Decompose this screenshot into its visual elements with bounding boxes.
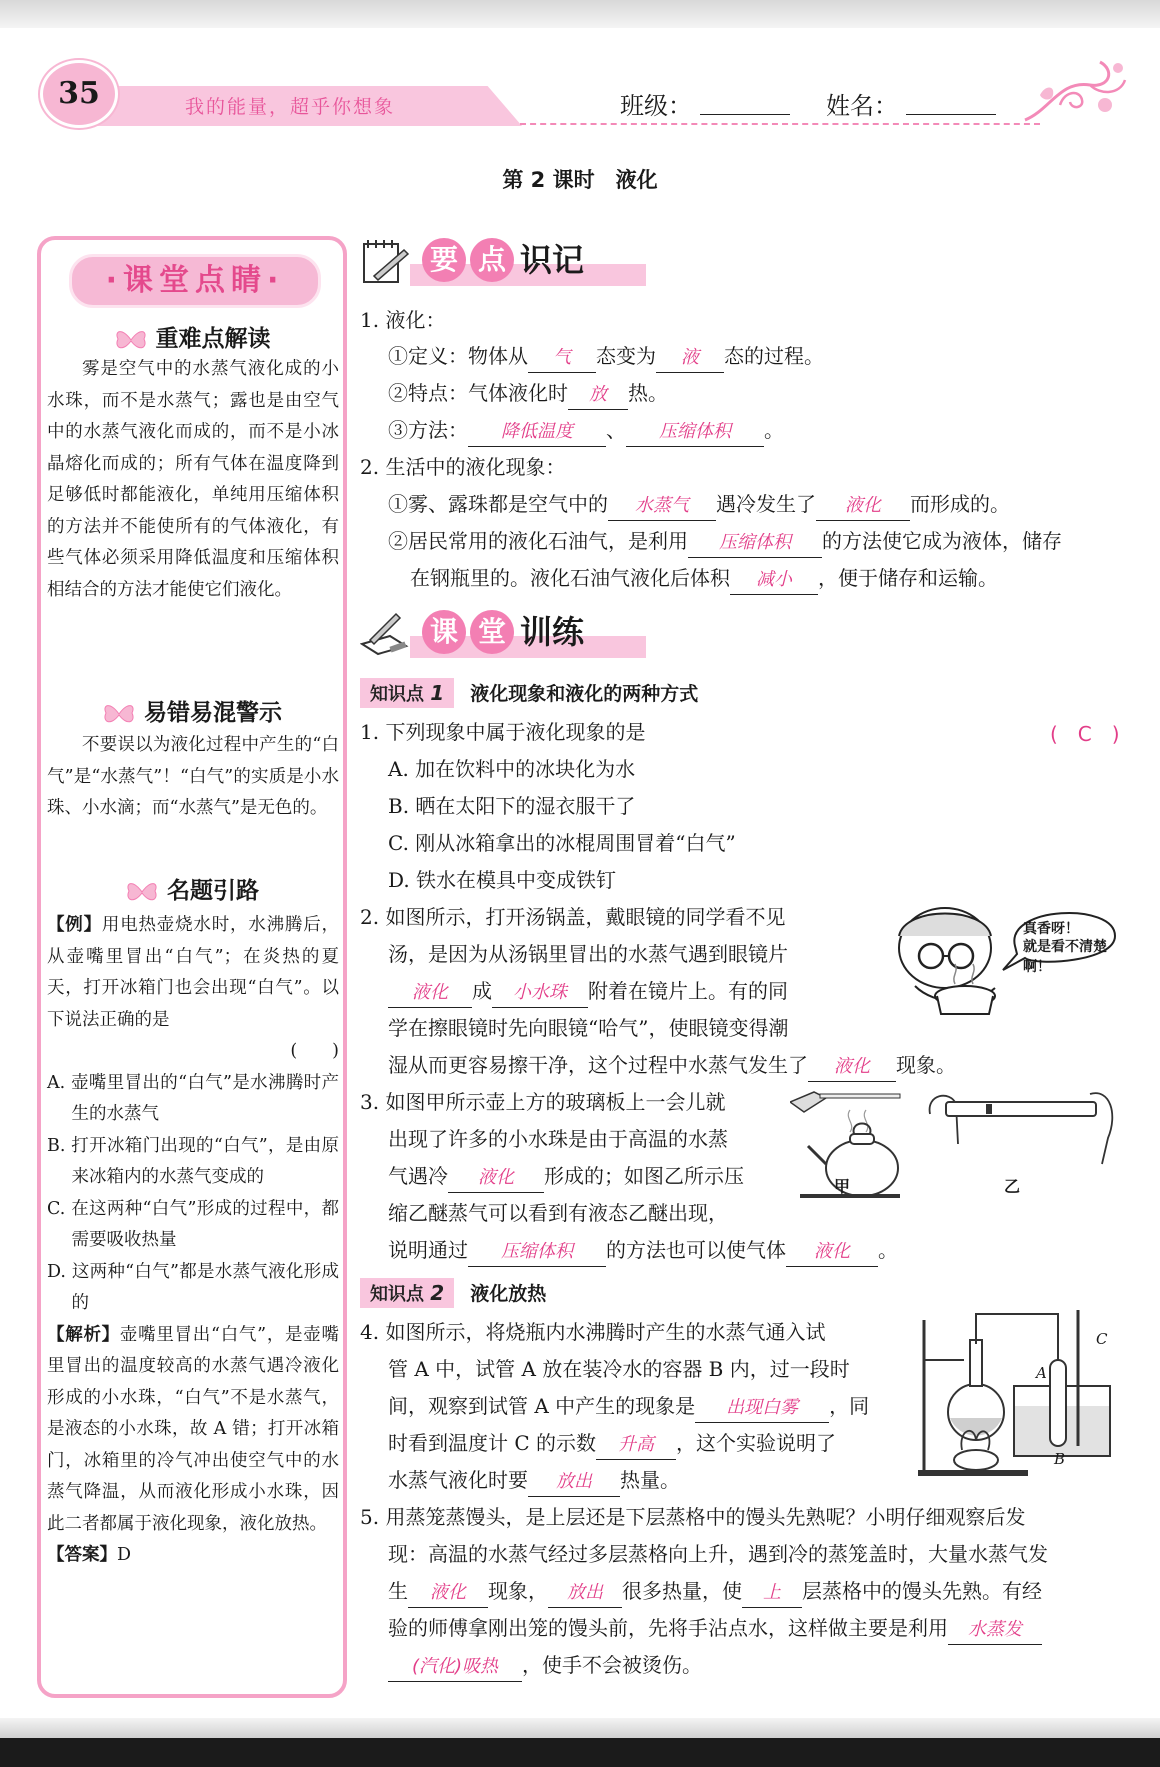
speech-bubble-line2: 就是看不清楚啊！ [1023,939,1107,975]
s1-q1a: ①定义：物体从 气 态变为 液 态的过程。 [388,342,824,373]
class-field-line [700,114,790,115]
butterfly-icon [114,327,148,353]
header-circle-char: 堂 [470,610,514,654]
s2-q4-line: 管 A 中，试管 A 放在装冷水的容器 B 内，过一段时 [388,1357,850,1381]
answer-blank: 出现白雾 [695,1394,829,1423]
answer-tag: 【答案】 [47,1545,117,1565]
answer-blank: 放出 [528,1468,620,1497]
answer-blank: 水蒸气 [608,492,716,521]
butterfly-icon [125,879,159,905]
name-label: 姓名： [826,92,898,120]
s2-q1-option: A. 加在饮料中的冰块化为水 [388,757,636,781]
answer-blank: 液化 [786,1238,878,1267]
s2-q2-line: 湿从而更容易擦干净，这个过程中水蒸气发生了 液化 现象。 [388,1051,956,1082]
header-circle-char: 课 [422,610,466,654]
answer-blank: (汽化)吸热 [388,1653,522,1682]
s2-q1-option: B. 晒在太阳下的湿衣服干了 [388,794,636,818]
s1-q1b: ②特点：气体液化时 放 热。 [388,379,668,410]
s2-q2-line: 学在擦眼镜时先向眼镜“哈气”，使眼镜变得潮 [388,1016,789,1040]
s2-q5-line: 验的师傅拿刚出笼的馒头前，先将手沾点水，这样做主要是利用 水蒸发 [388,1614,1042,1645]
answer-blank: 升高 [596,1431,676,1460]
boiling-flask-apparatus-illustration [918,1300,1118,1482]
warnings-text: 不要误以为液化过程中产生的“白气”是“水蒸气”！“白气”的实质是小水珠、小水滴；而“水蒸气”是无色的。 [47,735,339,818]
s2-q2-line: 汤，是因为从汤锅里冒出的水蒸气遇到眼镜片 [388,942,788,966]
kettle-and-syringe-figure [790,1084,1120,1208]
apparatus-label-B: B [1054,1450,1066,1468]
s1-q2a: ①雾、露珠都是空气中的 水蒸气 遇冷发生了 液化 而形成的。 [388,490,1010,521]
sidebar-section-heading [41,320,343,353]
answer-blank: 放 [568,381,628,410]
section-header-key-memory [360,236,660,288]
answer-blank: 液化 [808,1053,896,1082]
example-option: C. 在这两种“白气”形成的过程中，都需要吸收热量 [47,1198,339,1250]
lesson-title: 第 2 课时 液化 [502,168,658,192]
analysis-tag: 【解析】 [47,1324,120,1345]
s2-q4-line: 4. 如图所示，将烧瓶内水沸腾时产生的水蒸气通入试 [360,1320,826,1344]
s2-q1-option: C. 刚从冰箱拿出的冰棍周围冒着“白气” [388,831,736,855]
s2-q4-line: 水蒸气液化时要 放出 热量。 [388,1466,680,1497]
s2-q3-line: 3. 如图甲所示壶上方的玻璃板上一会儿就 [360,1090,726,1114]
page-number: 35 [40,60,118,128]
answer-blank: 液化 [448,1164,544,1193]
kp-title: 液化放热 [470,1283,547,1305]
floral-ornament-icon [1020,50,1130,125]
answer-blank: 小水珠 [492,979,588,1008]
glasses-soup-figure [875,896,1120,1026]
s2-q5-line: 生 液化 现象， 放出 很多热量，使 上 层蒸格中的馒头先熟。有经 [388,1577,1042,1608]
sidebar-section-heading [41,694,343,727]
notepad-pencil-icon [360,236,410,286]
header-slogan: 我的能量，超乎你想象 [185,96,396,118]
s2-q5-line: 现：高温的水蒸气经过多层蒸格向上升，遇到冷的蒸笼盖时，大量水蒸气发 [388,1542,1048,1566]
answer-blank: 放出 [548,1579,622,1608]
class-label: 班级： [620,92,692,120]
bottom-shadow [0,1718,1160,1738]
header-title-rest: 识记 [520,241,585,279]
example-paren: ( ) [290,1041,339,1061]
example-option: A. 壶嘴里冒出的“白气”是水沸腾时产生的水蒸气 [47,1072,339,1124]
knowledge-point-2 [360,1278,546,1308]
s2-q4-line: 间，观察到试管 A 中产生的现象是 出现白雾 ，同 [388,1392,869,1423]
s1-q2-stem: 2. 生活中的液化现象： [360,455,566,479]
notebook-pen-icon [360,608,410,658]
s2-q5-line: (汽化)吸热 ，使手不会被烫伤。 [388,1651,702,1682]
s2-q2-line: 液化 成 小水珠 附着在镜片上。有的同 [388,977,788,1008]
example-tag: 【例】 [47,915,102,935]
header-title-rest: 训练 [520,613,585,651]
s2-q3-line: 缩乙醚蒸气可以看到有液态乙醚出现， [388,1201,728,1225]
speech-bubble-line1: 真香呀！ [1023,921,1079,937]
key-points-text: 雾是空气中的水蒸气液化成的小水珠，而不是水蒸气；露也是由空气中的水蒸气液化而成的，而不是小冰晶熔化而成的；所有气体在温度降到足够低时都能液化，单纯用压缩体积的方法并不能使所有的气体液化，有些气体必须采用降低温度和压缩体积相结合的方法才能使它们液化。 [47,359,339,600]
s2-q1-choice: ( C ) [1050,722,1120,746]
s1-q1-stem: 1. 液化： [360,308,446,332]
section-title-examples: 名题引路 [167,878,259,904]
section-title-warnings: 易错易混警示 [144,700,282,726]
header-dashed-line [520,123,1040,125]
header-circle-char: 点 [470,238,514,282]
figure-label-yi: 乙 [1004,1177,1021,1196]
s2-q3-line: 说明通过 压缩体积 的方法也可以使气体 液化 。 [388,1236,898,1267]
example-block [47,910,339,1572]
answer-blank: 减小 [730,566,818,595]
answer-blank: 上 [742,1579,802,1608]
sidebar-section-heading [41,872,343,905]
kp-tag: 知识点 2 [360,1278,454,1308]
analysis-text: 壶嘴里冒出“白气”，是壶嘴里冒出的温度较高的水蒸气遇冷液化形成的小水珠，“白气”不是水蒸气，是液态的小水珠，故 A 错；打开冰箱门，冰箱里的冷气冲出使空气中的水蒸气降温，从而液化形成小水珠，因此二者都属于液化现象，液化放热。 [47,1324,339,1534]
answer-blank: 液化 [816,492,910,521]
section-header-class-training [360,608,660,660]
s1-q2b: ②居民常用的液化石油气，是利用 压缩体积 的方法使它成为液体，储存 [388,527,1062,558]
sidebar-panel [37,236,347,1698]
name-field-line [906,114,996,115]
kp-title: 液化现象和液化的两种方式 [470,683,699,705]
example-text: 用电热壶烧水时，水沸腾后，从壶嘴里冒出“白气”；在炎热的夏天，打开冰箱门也会出现“白气”。以下说法正确的是 [47,915,340,1030]
answer-blank: 压缩体积 [688,529,822,558]
answer-blank: 气 [528,344,596,373]
header-circle-char: 要 [422,238,466,282]
answer-blank: 液化 [408,1579,488,1608]
example-option: D. 这两种“白气”都是水蒸气液化形成的 [47,1261,339,1313]
knowledge-point-1 [360,678,698,708]
answer-blank: 压缩体积 [468,1238,606,1267]
sidebar-title: ·课堂点睛· [69,254,321,308]
s2-q2-line: 2. 如图所示，打开汤锅盖，戴眼镜的同学看不见 [360,905,786,929]
answer-blank: 液 [656,344,724,373]
answer-blank: 压缩体积 [626,418,764,447]
s2-q1-option: D. 铁水在模具中变成铁钉 [388,868,617,892]
kp-tag: 知识点 1 [360,678,454,708]
s2-q1-stem: 1. 下列现象中属于液化现象的是 [360,720,646,744]
s1-q1c: ③方法： 降低温度 、 压缩体积 。 [388,416,784,447]
section-title-key-points: 重难点解读 [155,326,271,352]
answer-blank: 液化 [388,979,472,1008]
answer-text: D [117,1545,132,1565]
figure-label-jia: 甲 [834,1177,851,1196]
butterfly-icon [102,701,136,727]
top-shadow [0,0,1160,28]
s2-q3-line: 气遇冷 液化 形成的；如图乙所示压 [388,1162,744,1193]
s2-q4-line: 时看到温度计 C 的示数 升高 ，这个实验说明了 [388,1429,836,1460]
apparatus-label-C: C [1096,1330,1108,1348]
s2-q3-line: 出现了许多的小水珠是由于高温的水蒸 [388,1127,728,1151]
apparatus-label-A: A [1036,1364,1047,1382]
s1-q2b-cont: 在钢瓶里的。液化石油气液化后体积 减小 ，便于储存和运输。 [410,564,998,595]
answer-blank: 水蒸发 [948,1616,1042,1645]
s2-q5-line: 5. 用蒸笼蒸馒头，是上层还是下层蒸格中的馒头先熟呢？小明仔细观察后发 [360,1505,1026,1529]
answer-blank: 降低温度 [468,418,606,447]
flask-testtube-figure [918,1300,1118,1482]
example-option: B. 打开冰箱门出现的“白气”，是由原来冰箱内的水蒸气变成的 [47,1135,339,1187]
